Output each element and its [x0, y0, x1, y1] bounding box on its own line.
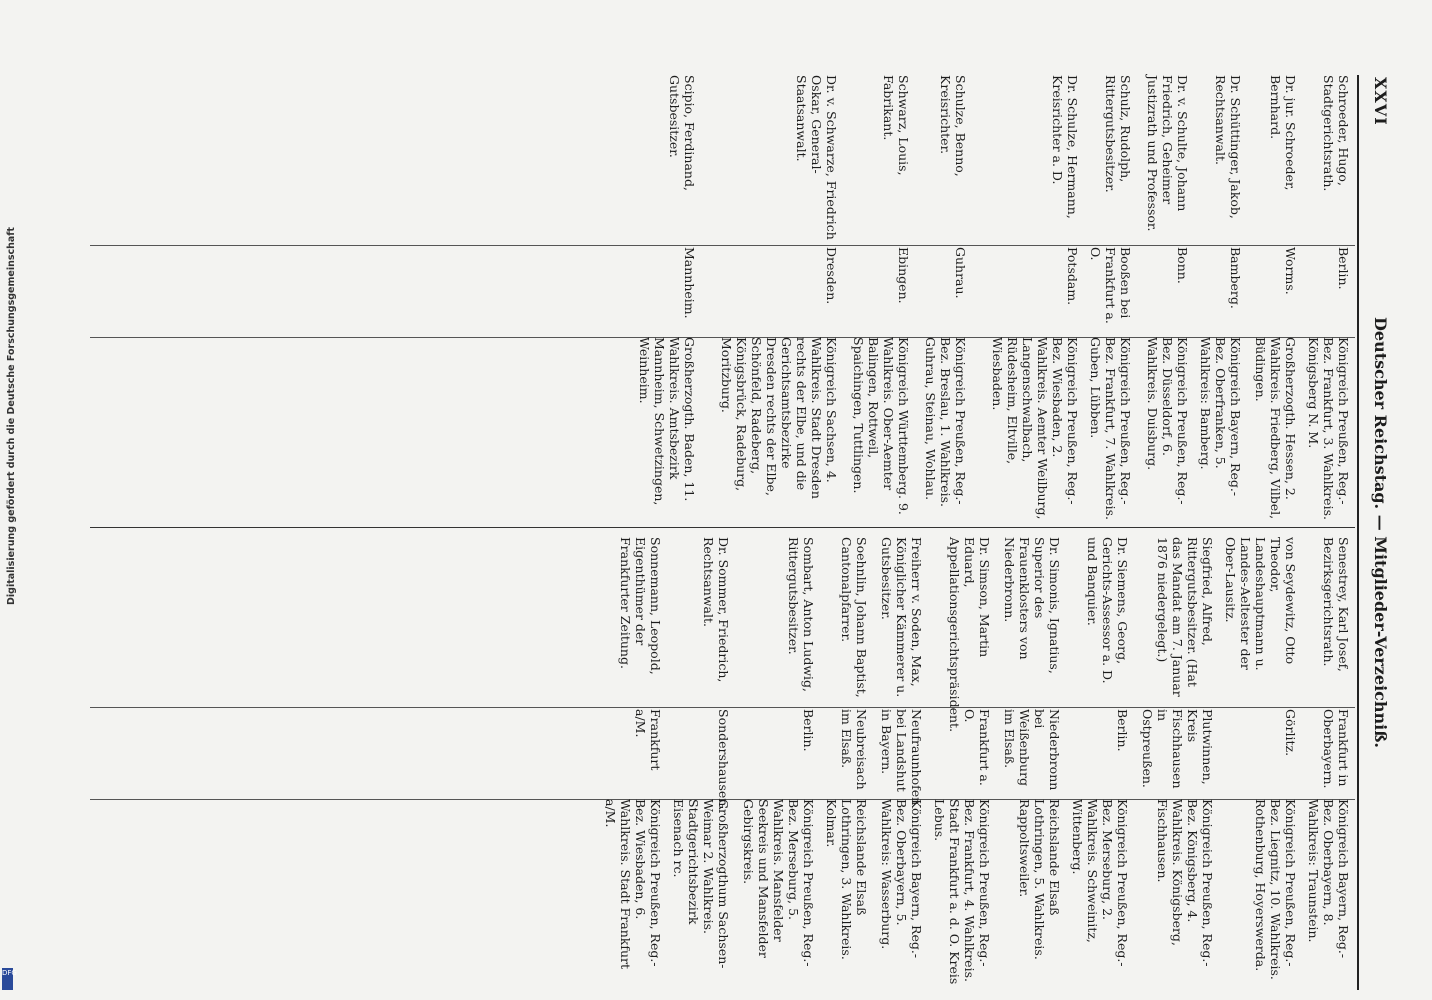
member-name: Schulze, Benno, Kreisrichter.	[938, 75, 968, 177]
member-name: von Seydewitz, Otto Theodor, Landeshauptmann u. Landes-Aeltester der Ober-Lausitz.	[1223, 537, 1298, 671]
member-residence: Plutwinnen, Kreis Fischhausen in Ostpreußen.	[1140, 709, 1215, 789]
member-constituency: Königreich Preußen, Reg.-Bez. Merseburg, 2. Wahlkreis. Schweinitz, Wittenberg.	[1070, 799, 1130, 967]
member-entry	[1198, 75, 1243, 523]
member-entry	[1002, 537, 1062, 985]
member-name: Soehnlin, Johann Baptist, Cantonalpfarrer.	[839, 537, 869, 698]
member-residence: Dresden.	[824, 247, 839, 305]
member-entry	[603, 537, 663, 985]
member-constituency: Reichslande Elsaß Lothringen, 5. Wahlkreis. Rappoltsweiler.	[1017, 799, 1062, 960]
member-entry	[1140, 537, 1215, 985]
member-entry	[741, 537, 816, 985]
rotated-page	[85, 75, 1395, 990]
member-residence: Frankfurt a. O.	[962, 709, 992, 786]
right-member-list	[603, 537, 1351, 985]
member-constituency: Großherzogth. Baden, 11. Wahlkreis. Amtsbezirk Mannheim, Schwetzingen, Weinheim.	[637, 337, 697, 506]
member-entry	[879, 537, 924, 985]
digitization-note	[6, 227, 17, 606]
member-entry	[932, 537, 992, 985]
member-constituency: Königreich Preußen, Reg.-Bez. Düsseldorf, 6. Wahlkreis. Duisburg.	[1145, 337, 1190, 505]
member-residence: Berlin.	[1115, 709, 1130, 752]
member-entry	[1306, 537, 1351, 985]
member-residence: Sondershausen.	[716, 709, 731, 811]
member-constituency: Großherzogthum Sachsen-Weimar 2. Wahlkreis. Stadtgerichtsbezirk Eisenach rc.	[671, 799, 731, 969]
member-constituency: Königreich Sachsen, 4. Wahlkreis. Stadt Dresden rechts der Elbe, und die Gerichtsamtsbezirke Dresden rechts der Elbe, Schönfeld, Radeberg, Königsbrück, Radeburg, Moritzburg.	[719, 337, 839, 499]
member-residence: Ebingen.	[896, 247, 911, 304]
member-entry	[1306, 75, 1351, 523]
member-constituency: Großherzogth. Hessen, 2. Wahlkreis. Friedberg, Vilbel, Büdingen.	[1253, 337, 1298, 520]
center-column-rule	[90, 527, 1355, 528]
member-residence: Bamberg.	[1228, 247, 1243, 309]
dfg-logo: DFG	[2, 968, 13, 990]
member-entry	[719, 75, 839, 523]
member-residence: Guhrau.	[953, 247, 968, 299]
member-entry	[1145, 75, 1190, 523]
member-entry	[1070, 537, 1130, 985]
digitization-note-text: Digitalisierung gefördert durch die Deutsche Forschungsgemeinschaft	[6, 227, 17, 605]
member-entry	[923, 75, 968, 523]
member-name: Senestrey, Karl Josef, Bezirksgerichtsrath.	[1321, 537, 1351, 672]
member-residence: Neubreisach im Elsaß.	[839, 709, 869, 790]
member-residence: Frankfurt in Oberbayern.	[1321, 709, 1351, 789]
member-constituency: Königreich Bayern, Reg.-Bez. Oberbayern, 8. Wahlkreis: Traunstein.	[1306, 799, 1351, 959]
member-residence: Booßen bei Frankfurt a. O.	[1088, 247, 1133, 324]
member-name: Dr. Schulze, Hermann, Kreisrichter a. D.	[1050, 75, 1080, 219]
member-constituency: Königreich Preußen, Reg.-Bez. Frankfurt, 7. Wahlkreis. Guben, Lübben.	[1088, 337, 1133, 520]
member-entry	[990, 75, 1080, 523]
member-name: Siegfried, Alfred, Rittergutsbesitzer. (Hat das Mandat am 7. Januar 1876 niedergelegt.)	[1155, 537, 1215, 697]
member-name: Dr. Siemens, Georg, Gerichts-Assessor a. D. und Banquier.	[1085, 537, 1130, 684]
member-constituency: Königreich Preußen, Reg.-Bez. Wiesbaden, 2. Wahlkreis. Aemter Weilburg, Langenschwalbach, Rüdesheim, Eltville, Wiesbaden.	[990, 337, 1080, 520]
member-residence: Görlitz.	[1283, 709, 1298, 757]
member-constituency: Königreich Preußen, Reg.-Bez. Breslau, 1. Wahlkreis. Guhrau, Steinau, Wohlau.	[923, 337, 968, 508]
member-constituency: Königreich Preußen, Reg.-Bez. Frankfurt, 3. Wahlkreis. Königsberg N. M.	[1306, 337, 1351, 520]
member-constituency: Königreich Bayern, Reg.-Bez. Oberfranken, 5. Wahlkreis: Bamberg.	[1198, 337, 1243, 497]
page-header	[1365, 75, 1395, 990]
member-residence: Berlin.	[1336, 247, 1351, 290]
member-name: Dr. jur. Schroeder, Bernhard.	[1268, 75, 1298, 191]
member-constituency: Königreich Preußen, Reg.-Bez. Wiesbaden, 6. Wahlkreis. Stadt Frankfurt a/M.	[603, 799, 663, 970]
member-entry	[1223, 537, 1298, 985]
header-rule	[1357, 75, 1359, 990]
member-constituency: Reichslande Elsaß Lothringen, 3. Wahlkreis. Kolmar.	[824, 799, 869, 960]
member-residence: Neufraunhofen bei Landshut in Bayern.	[879, 709, 924, 806]
member-name: Dr. v. Schulte, Johann Friedrich, Geheimer Justizrath und Professor.	[1145, 75, 1190, 232]
member-constituency: Königreich Preußen, Reg.-Bez. Liegnitz, 10. Wahlkreis. Rothenburg, Hoyerswerda.	[1253, 799, 1298, 980]
member-residence: Frankfurt a/M.	[633, 709, 663, 771]
member-residence: Bonn.	[1175, 247, 1190, 284]
member-constituency: Königreich Preußen, Reg.-Bez. Königsberg, 4. Wahlkreis. Königsberg, Fischhausen.	[1155, 799, 1215, 967]
member-name: Sonnemann, Leopold, Eigenthümer der Frankfurter Zeitung.	[618, 537, 663, 675]
member-constituency: Königreich Preußen, Reg.-Bez. Frankfurt, 4. Wahlkreis. Stadt Frankfurt a. d. O. Kreis Lebus.	[932, 799, 992, 985]
page-number: XXVI	[1371, 77, 1390, 126]
member-residence: Niederbronn bei Weißenburg im Elsaß.	[1002, 709, 1062, 791]
member-residence: Mannheim.	[682, 247, 697, 319]
running-title: Deutscher Reichstag. — Mitglieder-Verzeichniß.	[1371, 317, 1390, 748]
member-constituency: Königreich Württemberg. 9. Wahlkreis. Ober-Aemter Balingen, Rottweil, Spaichingen, Tuttlingen.	[851, 337, 911, 515]
member-constituency: Königreich Bayern, Reg.-Bez. Oberbayern, 5. Wahlkreis: Wasserburg.	[879, 799, 924, 959]
member-name: Dr. Schüttinger, Jakob, Rechtsanwalt.	[1213, 75, 1243, 219]
member-entry	[1088, 75, 1133, 523]
member-entry	[671, 537, 731, 985]
member-constituency: Königreich Preußen, Reg.-Bez. Merseburg, 5. Wahlkreis. Mansfelder Seekreis und Mansfelder Gebirgskreis.	[741, 799, 816, 967]
left-member-list	[637, 75, 1351, 523]
member-name: Schwarz, Louis, Fabrikant.	[881, 75, 911, 176]
member-residence: Worms.	[1283, 247, 1298, 295]
member-residence: Potsdam.	[1065, 247, 1080, 306]
member-name: Scipio, Ferdinand, Gutsbesitzer.	[667, 75, 697, 191]
member-name: Sombart, Anton Ludwig, Rittergutsbesitzer.	[786, 537, 816, 693]
member-name: Dr. v. Schwarze, Friedrich Oskar, General-Staatsanwalt.	[794, 75, 839, 240]
member-name: Schroeder, Hugo, Stadtgerichtsrath.	[1321, 75, 1351, 192]
member-name: Dr. Simonis, Ignatius, Superior des Frauenklosters von Niederbronn.	[1002, 537, 1062, 674]
member-name: Dr. Simson, Martin Eduard, Appellationsgerichtspräsident.	[947, 537, 992, 733]
member-name: Schulz, Rudolph, Rittergutsbesitzer.	[1103, 75, 1133, 193]
member-name: Freiherr v. Soden, Max, Königlicher Kämmerer u. Gutsbesitzer.	[879, 537, 924, 698]
member-entry	[637, 75, 697, 523]
member-entry	[1253, 75, 1298, 523]
member-name: Dr. Sommer, Friedrich, Rechtsanwalt.	[701, 537, 731, 683]
member-entry	[824, 537, 869, 985]
member-residence: Berlin.	[801, 709, 816, 752]
member-entry	[851, 75, 911, 523]
